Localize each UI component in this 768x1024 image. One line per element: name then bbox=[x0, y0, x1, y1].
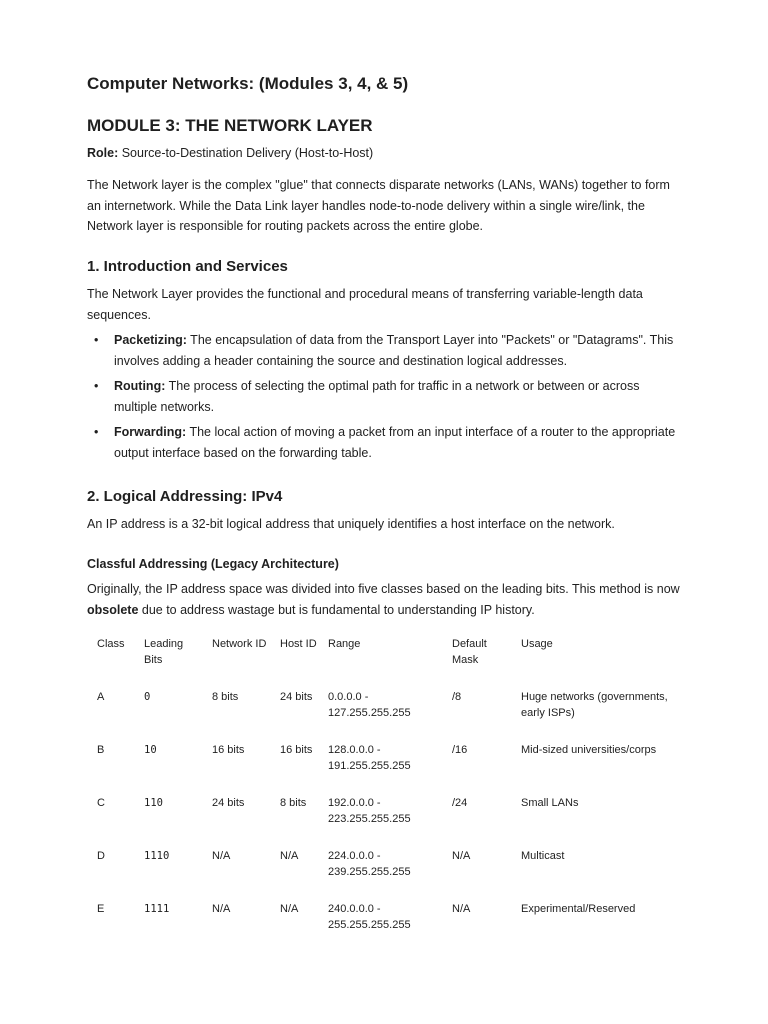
bullet-icon: • bbox=[94, 425, 99, 440]
bullet-term: Forwarding: bbox=[114, 425, 187, 440]
cell-host-id: 24 bits bbox=[280, 691, 313, 703]
ip-classes-table bbox=[87, 634, 683, 952]
cell-class: C bbox=[97, 797, 105, 809]
cell-default-mask: /16 bbox=[452, 744, 468, 756]
cell-usage: Huge networks (governments, early ISPs) bbox=[521, 691, 668, 719]
header-leading-bits: Leading Bits bbox=[144, 638, 184, 666]
cell-class: B bbox=[97, 744, 105, 756]
cell-class: E bbox=[97, 903, 105, 915]
cell-network-id: 24 bits bbox=[212, 797, 245, 809]
role-line bbox=[87, 145, 373, 161]
cell-default-mask: N/A bbox=[452, 903, 471, 915]
header-host-id: Host ID bbox=[280, 638, 317, 650]
cell-network-id: 8 bits bbox=[212, 691, 239, 703]
cell-leading-bits: 1111 bbox=[144, 903, 170, 915]
document-title: Computer Networks: (Modules 3, 4, & 5) bbox=[87, 74, 409, 93]
table-row bbox=[87, 793, 683, 846]
header-network-id: Network ID bbox=[212, 638, 267, 650]
cell-class: A bbox=[97, 691, 105, 703]
cell-range: 224.0.0.0 - 239.255.255.255 bbox=[328, 850, 411, 878]
bullet-text: The encapsulation of data from the Transport Layer into "Packets" or "Datagrams". This involves adding a header containing the source and destination logical addresses. bbox=[114, 333, 674, 368]
bullet-icon: • bbox=[94, 333, 99, 347]
classful-paragraph bbox=[87, 579, 683, 620]
cell-host-id: N/A bbox=[280, 903, 299, 915]
bullet-icon: • bbox=[94, 379, 99, 394]
cell-network-id: N/A bbox=[212, 850, 231, 862]
header-class: Class bbox=[97, 638, 125, 650]
cell-host-id: 16 bits bbox=[280, 744, 313, 756]
list-item bbox=[87, 422, 683, 463]
cell-range: 0.0.0.0 - 127.255.255.255 bbox=[328, 691, 411, 719]
section1-paragraph: The Network Layer provides the functional and procedural means of transferring variable-length data sequences. bbox=[87, 287, 643, 322]
header-range: Range bbox=[328, 638, 361, 650]
table-header-row bbox=[87, 634, 683, 687]
cell-usage: Multicast bbox=[521, 850, 565, 862]
cell-default-mask: /8 bbox=[452, 691, 462, 703]
table-row bbox=[87, 687, 683, 740]
section2-paragraph: An IP address is a 32-bit logical address that uniquely identifies a host interface on the network. bbox=[87, 517, 615, 531]
bullet-term: Routing: bbox=[114, 379, 166, 394]
cell-default-mask: /24 bbox=[452, 797, 468, 809]
cell-leading-bits: 110 bbox=[144, 797, 163, 809]
cell-range: 240.0.0.0 - 255.255.255.255 bbox=[328, 903, 411, 931]
table-row bbox=[87, 740, 683, 793]
list-item bbox=[87, 376, 683, 417]
section2-heading: 2. Logical Addressing: IPv4 bbox=[87, 488, 283, 505]
header-default-mask: Default Mask bbox=[452, 638, 487, 666]
module-title: MODULE 3: THE NETWORK LAYER bbox=[87, 116, 373, 135]
cell-class: D bbox=[97, 850, 105, 862]
cell-range: 192.0.0.0 - 223.255.255.255 bbox=[328, 797, 411, 825]
bullet-text: The local action of moving a packet from an input interface of a router to the appropriate output interface based on the forwarding table. bbox=[114, 425, 676, 460]
cell-usage: Mid-sized universities/corps bbox=[521, 744, 657, 756]
cell-default-mask: N/A bbox=[452, 850, 471, 862]
bullet-text: The process of selecting the optimal path for traffic in a network or between or across multiple networks. bbox=[114, 379, 640, 414]
cell-leading-bits: 0 bbox=[144, 691, 151, 703]
section1-heading: 1. Introduction and Services bbox=[87, 258, 288, 275]
bullet-term: Packetizing: bbox=[114, 333, 187, 347]
cell-leading-bits: 10 bbox=[144, 744, 157, 756]
role-value: Source-to-Destination Delivery (Host-to-Host) bbox=[118, 146, 374, 160]
table-row bbox=[87, 846, 683, 899]
header-usage: Usage bbox=[521, 638, 553, 650]
cell-host-id: N/A bbox=[280, 850, 299, 862]
table-row bbox=[87, 899, 683, 952]
classful-text-end: due to address wastage but is fundamental to understanding IP history. bbox=[138, 602, 535, 617]
cell-leading-bits: 1110 bbox=[144, 850, 170, 862]
cell-usage: Small LANs bbox=[521, 797, 579, 809]
cell-network-id: 16 bits bbox=[212, 744, 245, 756]
services-list bbox=[87, 330, 683, 469]
classful-subheading: Classful Addressing (Legacy Architecture) bbox=[87, 557, 339, 571]
role-label: Role: bbox=[87, 146, 119, 160]
cell-host-id: 8 bits bbox=[280, 797, 307, 809]
obsolete-emphasis: obsolete bbox=[87, 602, 139, 617]
list-item bbox=[87, 330, 683, 371]
cell-range: 128.0.0.0 - 191.255.255.255 bbox=[328, 744, 411, 772]
cell-network-id: N/A bbox=[212, 903, 231, 915]
cell-usage: Experimental/Reserved bbox=[521, 903, 636, 915]
intro-paragraph: The Network layer is the complex "glue" that connects disparate networks (LANs, WANs) together to form an internetwork. While the Data Link layer handles node-to-node delivery within a single wire/link, the Network layer is responsible for routing packets across the entire globe. bbox=[87, 178, 670, 234]
classful-text-start: Originally, the IP address space was divided into five classes based on the leading bits. This method is now bbox=[87, 582, 680, 596]
